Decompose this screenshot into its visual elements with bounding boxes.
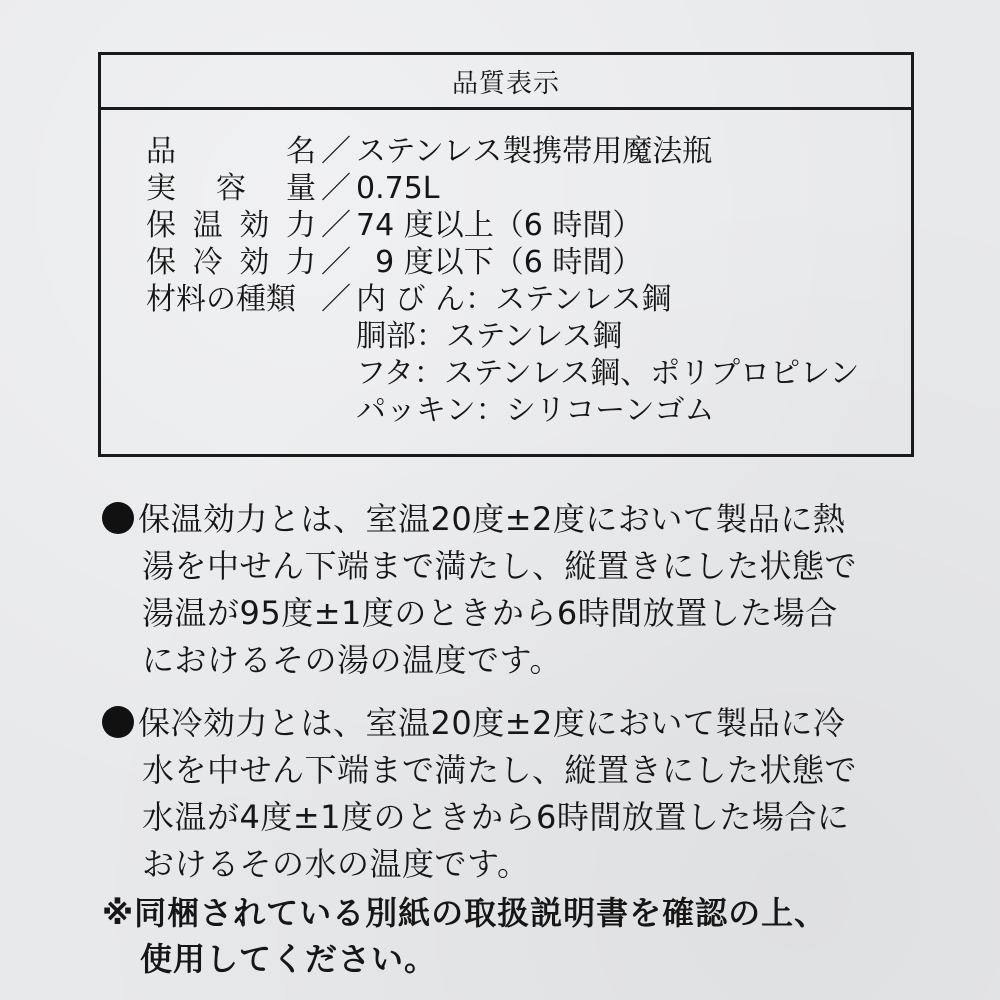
note-line: 湯を中せん下端まで満たし、縦置きにした状態で	[142, 547, 858, 585]
spec-row-cold-retention	[146, 244, 859, 281]
spec-value: ステンレス製携帯用魔法瓶	[356, 134, 713, 169]
separator: ／	[321, 282, 351, 317]
note-line: 湯温が95度±1度のときから6時間放置した場合	[142, 594, 838, 632]
quality-label-box	[98, 52, 914, 457]
caution-line: ※同梱されている別紙の取扱説明書を確認の上、	[102, 894, 828, 932]
spec-value: 74 度以上（6 時間）	[356, 208, 643, 243]
notes	[102, 496, 942, 904]
note-line: 水を中せん下端まで満たし、縦置きにした状態で	[142, 751, 858, 789]
spec-label: 保 冷 効 力	[146, 245, 316, 280]
spec-row-materials	[146, 281, 859, 318]
separator: ／	[321, 245, 351, 280]
spec-table	[146, 133, 859, 429]
spec-label: 品 名	[146, 134, 316, 169]
material-line-packing: パッキン：シリコーンゴム	[356, 393, 715, 428]
spec-label: 材料の種類	[146, 282, 296, 317]
spec-row-heat-retention	[146, 207, 859, 244]
spec-label: 保 温 効 力	[146, 208, 316, 243]
caution-line: 使用してください。	[140, 940, 438, 978]
separator: ／	[321, 208, 351, 243]
material-line-lid: フタ：ステンレス鋼、ポリプロピレン	[356, 356, 860, 391]
spec-label: 実 容 量	[146, 171, 316, 206]
note-line: 保冷効力とは、室温20度±2度において製品に冷	[138, 704, 846, 742]
material-line-body: 胴部：ステンレス鋼	[356, 319, 623, 354]
note-line: おけるその水の温度です。	[142, 845, 530, 883]
separator: ／	[321, 134, 351, 169]
bullet-icon	[102, 502, 134, 534]
note-line: 水温が4度±1度のときから6時間放置した場合に	[142, 798, 850, 836]
spec-value: 0.75L	[356, 171, 440, 206]
note-line: 保温効力とは、室温20度±2度において製品に熱	[138, 500, 846, 538]
spec-value: 内 び ん：ステンレス鋼	[356, 282, 672, 317]
note-line: におけるその湯の温度です。	[142, 641, 562, 679]
spec-row-product-name	[146, 133, 859, 170]
note-cold-retention	[102, 700, 942, 888]
caution-note	[102, 890, 827, 982]
spec-value: 9 度以下（6 時間）	[356, 245, 643, 280]
bullet-icon	[102, 706, 134, 738]
spec-row-capacity	[146, 170, 859, 207]
note-heat-retention	[102, 496, 942, 684]
quality-label-title: 品質表示	[101, 55, 911, 110]
separator: ／	[321, 171, 351, 206]
